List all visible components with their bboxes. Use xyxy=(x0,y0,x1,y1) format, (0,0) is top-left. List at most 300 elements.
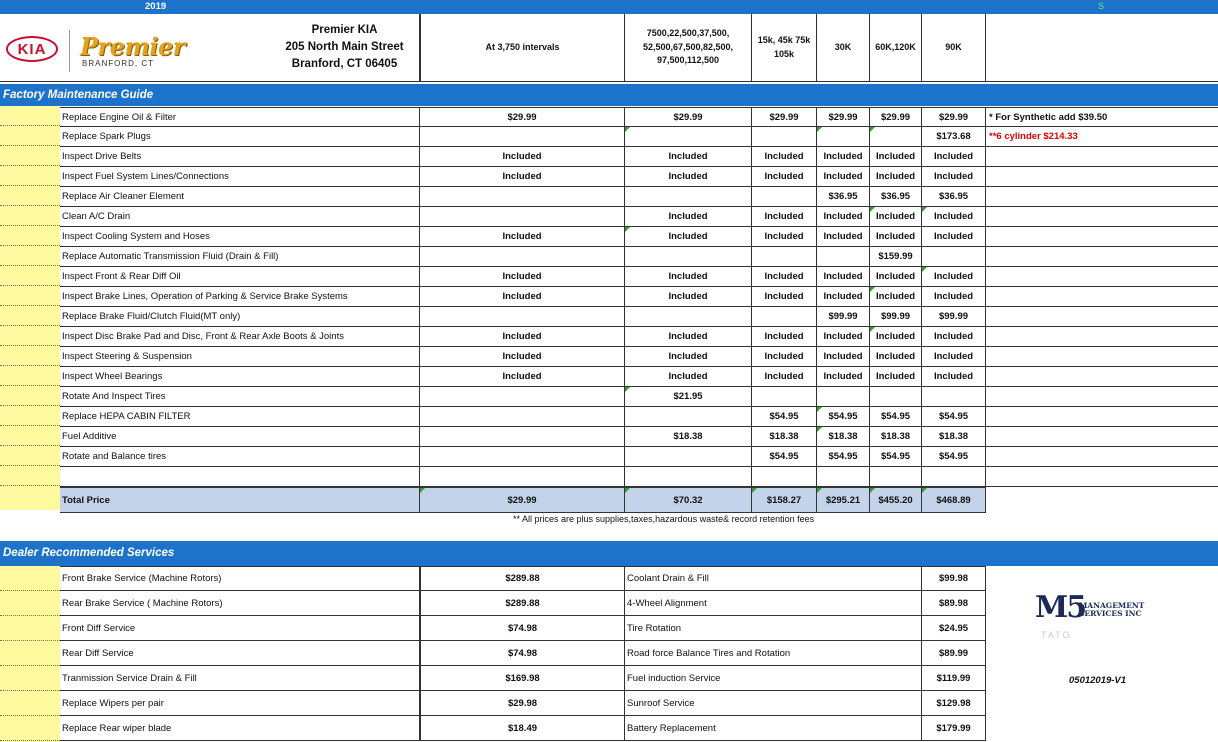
price-cell-text: $29.99 xyxy=(769,111,799,123)
price-cell-text: Included xyxy=(823,351,863,362)
service-note xyxy=(986,187,1218,206)
price-cell xyxy=(817,108,870,126)
price-cell xyxy=(625,227,752,246)
price-cell xyxy=(420,147,625,166)
price-cell xyxy=(922,267,986,286)
price-cell xyxy=(752,147,817,166)
dealer-service-price xyxy=(420,716,625,740)
service-name xyxy=(60,287,420,306)
dealer-service-name xyxy=(60,716,420,740)
service-name-text: Inspect Brake Lines, Operation of Parking & Service Brake Systems xyxy=(62,291,348,302)
price-cell-text: Included xyxy=(502,271,542,282)
service-name-text: Rotate and Balance tires xyxy=(62,451,167,462)
interval-header-4 xyxy=(870,14,922,82)
price-cell-text: $54.95 xyxy=(880,411,911,422)
price-cell xyxy=(752,367,817,386)
dealer-service-price xyxy=(922,666,986,690)
price-cell-text: Included xyxy=(875,171,916,182)
interval-header-2 xyxy=(752,14,817,82)
total-cell-text: $295.21 xyxy=(825,494,861,506)
margin-line xyxy=(0,145,60,146)
dealer-service-name xyxy=(60,616,420,640)
price-cell-text: Included xyxy=(875,211,916,222)
price-cell xyxy=(625,407,752,426)
price-cell-text: $54.95 xyxy=(828,411,858,422)
service-name xyxy=(60,367,420,386)
table-row xyxy=(60,187,1218,207)
dealer-service-name-text: Replace Wipers per pair xyxy=(62,697,164,709)
price-cell xyxy=(870,207,922,226)
interval-header-label: 7500,22,500,37,500, 52,500,67,500,82,500, 97,500,112,500 xyxy=(642,27,734,66)
price-cell xyxy=(625,207,752,226)
price-cell-text: Included xyxy=(668,351,708,362)
price-cell xyxy=(870,387,922,406)
dealer-service-name-text: Front Brake Service (Machine Rotors) xyxy=(62,573,222,584)
price-cell-text: Included xyxy=(502,291,542,302)
price-cell xyxy=(870,108,922,126)
interval-header-label: 90K xyxy=(945,41,962,52)
service-name xyxy=(60,108,420,126)
service-name-text: Inspect Disc Brake Pad and Disc, Front & Rear Axle Boots & Joints xyxy=(62,331,344,342)
price-cell-text: $54.95 xyxy=(769,451,799,462)
table-row xyxy=(60,207,1218,227)
price-cell xyxy=(752,407,817,426)
service-note xyxy=(986,367,1218,386)
service-note xyxy=(986,347,1218,366)
dealer-service-price xyxy=(922,591,986,615)
service-name-text: Inspect Front & Rear Diff Oil xyxy=(62,271,181,282)
price-cell-text: Included xyxy=(823,271,863,282)
margin-line xyxy=(0,445,60,446)
price-cell xyxy=(752,108,817,126)
price-cell xyxy=(752,207,817,226)
price-cell xyxy=(870,187,922,206)
dealer-service-name xyxy=(60,591,420,615)
dealer-service-price xyxy=(922,567,986,590)
price-cell-text: Included xyxy=(668,271,708,282)
price-cell xyxy=(625,427,752,446)
table-row xyxy=(60,147,1218,167)
dealer-service-name xyxy=(60,567,420,590)
price-cell xyxy=(752,307,817,326)
price-cell xyxy=(752,187,817,206)
price-cell-text: Included xyxy=(764,331,804,342)
service-name-text: Rotate And Inspect Tires xyxy=(62,391,166,402)
price-cell-text: Included xyxy=(933,271,974,282)
dealer-service-name xyxy=(625,666,922,690)
margin-line xyxy=(0,265,60,266)
service-name xyxy=(60,307,420,326)
dealer-service-name-text: Rear Brake Service ( Machine Rotors) xyxy=(62,597,223,609)
table-row xyxy=(60,127,1218,147)
service-name xyxy=(60,427,420,446)
price-cell-text: $54.95 xyxy=(938,411,969,422)
price-cell-text: Included xyxy=(933,371,974,382)
service-name-text: Fuel Additive xyxy=(62,431,117,442)
price-cell xyxy=(922,207,986,226)
price-cell xyxy=(752,427,817,446)
price-cell xyxy=(870,327,922,346)
service-name-text: Inspect Steering & Suspension xyxy=(62,351,192,362)
dealer-service-name-text: Tire Rotation xyxy=(627,622,682,634)
dealer-logo xyxy=(0,14,270,82)
total-cell xyxy=(922,488,986,512)
price-cell-text: $18.38 xyxy=(673,431,703,442)
total-label-text: Total Price xyxy=(62,494,110,506)
price-cell xyxy=(870,407,922,426)
table-row xyxy=(60,367,1218,387)
price-cell-text: $54.95 xyxy=(769,411,799,422)
dealer-service-name xyxy=(625,591,922,615)
price-cell xyxy=(625,307,752,326)
price-cell-text: $29.99 xyxy=(507,111,537,123)
dealer-service-price-text: $289.88 xyxy=(505,573,540,584)
price-cell xyxy=(625,187,752,206)
service-note xyxy=(986,247,1218,266)
price-cell xyxy=(752,447,817,466)
price-cell-text: Included xyxy=(764,211,804,222)
price-cell-text: Included xyxy=(823,231,863,242)
price-cell xyxy=(922,287,986,306)
service-note xyxy=(986,108,1218,126)
factory-margin xyxy=(0,106,60,510)
m5-line1: MANAGEMENT xyxy=(1079,601,1145,610)
price-cell xyxy=(752,287,817,306)
table-row xyxy=(60,287,1218,307)
service-name-text: Inspect Fuel System Lines/Connections xyxy=(62,171,229,182)
dealer-service-price xyxy=(420,691,625,715)
price-cell-text: $29.99 xyxy=(673,111,703,123)
service-name-text: Replace Air Cleaner Element xyxy=(62,191,184,202)
price-cell-text: Included xyxy=(764,171,804,182)
service-name xyxy=(60,407,420,426)
price-cell-text: Included xyxy=(933,231,974,242)
interval-header-label: 30K xyxy=(834,41,852,52)
margin-line xyxy=(0,245,60,246)
price-cell xyxy=(870,267,922,286)
price-cell xyxy=(752,167,817,186)
price-cell-text: Included xyxy=(668,231,708,242)
dealer-service-price xyxy=(922,616,986,640)
table-row xyxy=(60,467,1218,487)
dealer-service-price-text: $89.99 xyxy=(938,647,969,659)
price-cell-text: Included xyxy=(502,171,542,182)
price-cell xyxy=(420,367,625,386)
service-name xyxy=(60,147,420,166)
price-cell xyxy=(420,307,625,326)
total-cell xyxy=(625,488,752,512)
dealer-service-price-text: $29.98 xyxy=(507,697,538,709)
price-cell-text: $173.68 xyxy=(936,131,971,142)
price-cell xyxy=(870,147,922,166)
dealer-service-row xyxy=(60,641,986,666)
table-row xyxy=(60,407,1218,427)
service-name xyxy=(60,207,420,226)
interval-header-0 xyxy=(420,14,625,82)
price-cell-text: Included xyxy=(668,151,708,162)
dealer-service-name xyxy=(625,716,922,740)
price-cell xyxy=(817,367,870,386)
price-cell xyxy=(922,407,986,426)
dealer-name: Premier KIA xyxy=(311,24,378,37)
price-cell xyxy=(420,108,625,126)
service-name xyxy=(60,447,420,466)
factory-section-header: Factory Maintenance Guide xyxy=(0,84,1218,106)
price-cell-text: Included xyxy=(668,291,708,302)
price-cell xyxy=(870,307,922,326)
margin-line xyxy=(0,125,60,126)
dealer-street: 205 North Main Street xyxy=(285,41,404,54)
price-cell-text: Included xyxy=(764,291,804,302)
price-cell-text: $18.38 xyxy=(880,431,911,442)
service-name xyxy=(60,167,420,186)
price-cell xyxy=(625,108,752,126)
price-cell xyxy=(420,167,625,186)
margin-line xyxy=(0,690,60,691)
table-row xyxy=(60,447,1218,467)
margin-line xyxy=(0,345,60,346)
price-cell-text: $29.99 xyxy=(828,111,858,123)
interval-header-1 xyxy=(625,14,752,82)
dealer-service-row xyxy=(60,666,986,691)
price-cell xyxy=(870,247,922,266)
service-name xyxy=(60,187,420,206)
price-cell xyxy=(817,467,870,486)
price-cell xyxy=(817,147,870,166)
service-name-text: Replace HEPA CABIN FILTER xyxy=(62,411,191,422)
dealer-service-name-text: Sunroof Service xyxy=(627,697,695,709)
kia-logo: KIA xyxy=(6,36,58,62)
service-name xyxy=(60,327,420,346)
dealer-service-name xyxy=(60,641,420,665)
price-cell-text: Included xyxy=(502,231,542,242)
price-cell-text: Included xyxy=(668,171,708,182)
price-cell xyxy=(922,427,986,446)
price-cell-text: Included xyxy=(875,231,916,242)
price-cell-text: Included xyxy=(502,331,542,342)
year-label: 2019 xyxy=(145,1,167,12)
dealer-service-name xyxy=(625,616,922,640)
price-cell-text: Included xyxy=(933,351,974,362)
dealer-service-price-text: $169.98 xyxy=(505,672,540,684)
premier-city: BRANFORD, CT xyxy=(82,59,154,68)
price-cell-text: Included xyxy=(875,351,916,362)
dealer-service-name xyxy=(625,641,922,665)
price-cell xyxy=(420,227,625,246)
price-cell-text: $29.99 xyxy=(938,111,969,123)
margin-line xyxy=(0,205,60,206)
dealer-city: Branford, CT 06405 xyxy=(291,57,398,70)
dealer-service-price-text: $18.49 xyxy=(507,722,538,734)
premier-logo: Premier xyxy=(80,32,185,61)
price-cell xyxy=(922,467,986,486)
dealer-service-price-text: $289.88 xyxy=(505,597,540,609)
price-cell-text: Included xyxy=(764,351,804,362)
service-name xyxy=(60,127,420,146)
price-cell xyxy=(922,347,986,366)
price-cell xyxy=(625,287,752,306)
total-cell-text: $468.89 xyxy=(936,494,971,506)
service-note xyxy=(986,427,1218,446)
logo-divider xyxy=(69,30,70,72)
dealer-address xyxy=(270,14,420,82)
price-cell xyxy=(922,367,986,386)
price-cell xyxy=(922,227,986,246)
dealer-service-name-text: Road force Balance Tires and Rotation xyxy=(627,647,791,659)
dealer-service-row xyxy=(60,591,986,616)
price-cell xyxy=(922,307,986,326)
dealer-service-price xyxy=(420,641,625,665)
price-cell-text: Included xyxy=(933,171,974,182)
price-footnote: ** All prices are plus supplies,taxes,hazardous waste& record retention fees xyxy=(513,514,815,524)
dealer-service-name-text: Fuel induction Service xyxy=(627,672,721,684)
price-cell xyxy=(870,127,922,146)
dealer-service-row xyxy=(60,691,986,716)
price-cell xyxy=(817,267,870,286)
year-bar xyxy=(0,0,1218,14)
price-cell-text: Included xyxy=(933,331,974,342)
price-cell-text: $29.99 xyxy=(880,111,911,123)
dealer-service-name-text: Battery Replacement xyxy=(627,722,716,734)
price-cell-text: Included xyxy=(764,231,804,242)
service-name-text: Inspect Cooling System and Hoses xyxy=(62,231,210,242)
price-cell xyxy=(625,327,752,346)
price-cell-text: Included xyxy=(668,371,708,382)
price-cell xyxy=(625,167,752,186)
price-cell xyxy=(752,327,817,346)
price-cell xyxy=(420,447,625,466)
service-name-text: Replace Automatic Transmission Fluid (Drain & Fill) xyxy=(62,251,279,262)
margin-line xyxy=(0,590,60,591)
price-cell-text: $54.95 xyxy=(880,451,911,462)
service-note xyxy=(986,167,1218,186)
price-cell-text: Included xyxy=(764,151,804,162)
price-cell xyxy=(420,267,625,286)
dealer-service-price xyxy=(420,616,625,640)
price-cell xyxy=(922,247,986,266)
dealer-service-name-text: Tranmission Service Drain & Fill xyxy=(62,672,197,684)
total-cell xyxy=(420,488,625,512)
service-note xyxy=(986,307,1218,326)
price-cell-text: Included xyxy=(875,291,916,302)
price-cell-text: Included xyxy=(823,171,863,182)
price-cell xyxy=(752,467,817,486)
dealer-service-price-text: $179.99 xyxy=(936,722,971,734)
price-cell xyxy=(870,367,922,386)
price-cell xyxy=(870,427,922,446)
interval-header-label: 15k, 45k 75k 105k xyxy=(757,34,811,59)
price-cell xyxy=(922,147,986,166)
total-label xyxy=(60,488,420,512)
service-name-text: Inspect Wheel Bearings xyxy=(62,371,163,382)
price-cell-text: $36.95 xyxy=(880,191,911,202)
price-cell xyxy=(420,427,625,446)
price-cell xyxy=(625,447,752,466)
m5-mark: M5 xyxy=(1035,590,1086,625)
price-cell xyxy=(420,247,625,266)
price-cell xyxy=(625,267,752,286)
price-cell xyxy=(817,307,870,326)
price-cell xyxy=(625,387,752,406)
total-cell-text: $70.32 xyxy=(673,494,703,506)
service-note xyxy=(986,467,1218,486)
dealer-service-price-text: $74.98 xyxy=(507,622,538,634)
service-name xyxy=(60,247,420,266)
total-cell xyxy=(817,488,870,512)
price-cell-text: Included xyxy=(502,371,542,382)
dealer-service-name xyxy=(625,691,922,715)
margin-line xyxy=(0,365,60,366)
price-cell xyxy=(625,127,752,146)
margin-line xyxy=(0,640,60,641)
sheet-flag: S xyxy=(1098,1,1105,11)
service-note xyxy=(986,407,1218,426)
service-name-text: Replace Engine Oil & Filter xyxy=(62,111,177,123)
price-cell-text: Included xyxy=(764,371,804,382)
price-cell xyxy=(817,347,870,366)
m5-logo xyxy=(1035,590,1145,640)
margin-line xyxy=(0,615,60,616)
price-cell-text: $99.99 xyxy=(938,311,969,322)
price-cell xyxy=(817,327,870,346)
price-cell xyxy=(625,147,752,166)
total-cell-text: $29.99 xyxy=(507,494,537,506)
table-row xyxy=(60,387,1218,407)
table-row xyxy=(60,267,1218,287)
price-cell xyxy=(752,127,817,146)
price-cell xyxy=(817,387,870,406)
dealer-service-price xyxy=(420,666,625,690)
price-cell-text: Included xyxy=(933,291,974,302)
interval-header-3 xyxy=(817,14,870,82)
interval-header-label: 60K,120K xyxy=(875,41,916,52)
dealer-service-price-text: $99.98 xyxy=(938,573,969,584)
dealer-service-price-text: $119.99 xyxy=(936,672,971,684)
dealer-service-row xyxy=(60,616,986,641)
service-note xyxy=(986,267,1218,286)
margin-line xyxy=(0,385,60,386)
service-note xyxy=(986,327,1218,346)
price-cell-text: Included xyxy=(823,331,863,342)
price-cell xyxy=(420,407,625,426)
dealer-service-price xyxy=(420,591,625,615)
table-row xyxy=(60,247,1218,267)
price-cell xyxy=(817,187,870,206)
service-note xyxy=(986,447,1218,466)
price-cell xyxy=(817,447,870,466)
price-cell xyxy=(817,127,870,146)
price-cell xyxy=(625,467,752,486)
total-cell xyxy=(752,488,817,512)
service-note xyxy=(986,227,1218,246)
dealer-service-row xyxy=(60,566,986,591)
margin-line xyxy=(0,185,60,186)
table-row xyxy=(60,427,1218,447)
total-cell-text: $158.27 xyxy=(766,494,802,506)
table-row xyxy=(60,167,1218,187)
service-name-text: Replace Brake Fluid/Clutch Fluid(MT only) xyxy=(62,311,241,322)
price-cell-text: $36.95 xyxy=(938,191,969,202)
price-cell-text: Included xyxy=(875,371,916,382)
price-cell xyxy=(752,227,817,246)
service-name xyxy=(60,267,420,286)
price-cell xyxy=(817,227,870,246)
price-cell-text: Included xyxy=(823,151,863,162)
margin-line xyxy=(0,465,60,466)
dealer-service-name xyxy=(60,666,420,690)
price-cell xyxy=(625,247,752,266)
service-name-text: Replace Spark Plugs xyxy=(62,131,151,142)
